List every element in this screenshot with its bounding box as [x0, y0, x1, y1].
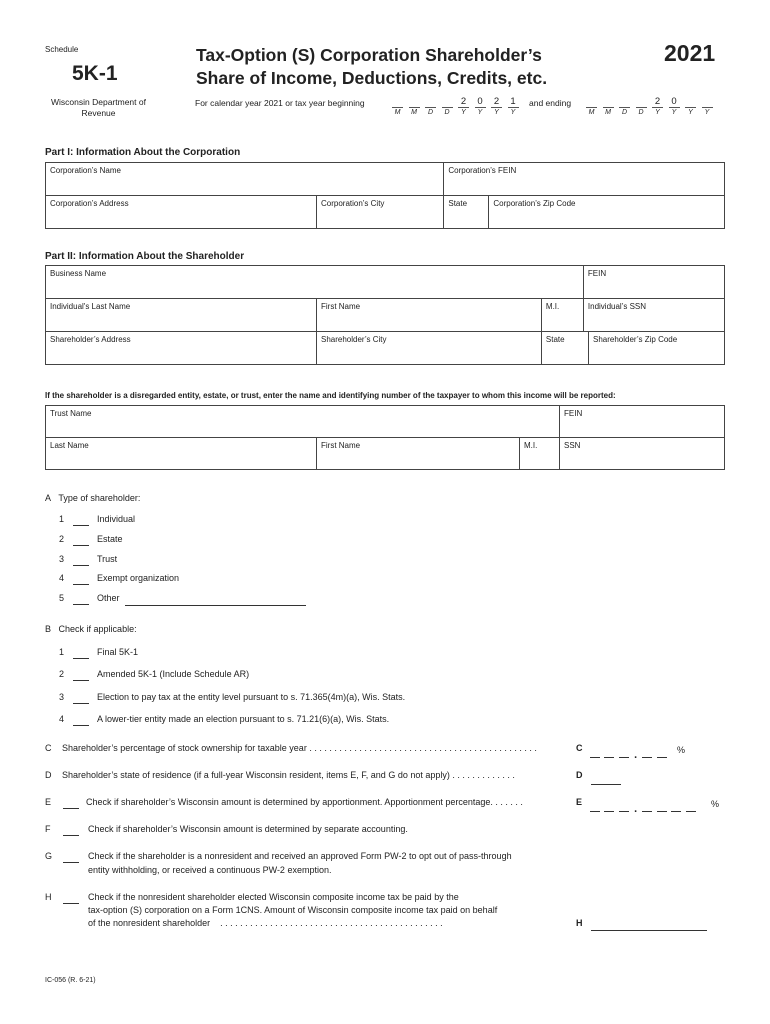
- begin-date-digit: [425, 96, 436, 108]
- applicable-option-number: 1: [59, 647, 65, 657]
- begin-date-format-label: Y: [494, 109, 499, 116]
- begin-date-format-label: Y: [477, 109, 483, 116]
- trust-first-name-field[interactable]: [317, 438, 520, 470]
- line-h-checkbox[interactable]: [63, 893, 79, 904]
- ssn-field[interactable]: [583, 299, 724, 332]
- corp-state-field[interactable]: [444, 196, 489, 229]
- other-description-field[interactable]: [125, 594, 306, 606]
- shareholder-type-option-checkbox[interactable]: [73, 555, 89, 566]
- line-e-label: Check if shareholder’s Wisconsin amount is determined by apportionment. Apportionment percentage.: [86, 797, 493, 807]
- trust-mi-label: M.I.: [524, 441, 538, 450]
- part1-heading: Part I: Information About the Corporation: [45, 147, 241, 158]
- begin-date-format-label: D: [427, 109, 434, 116]
- begin-date-slot[interactable]: [392, 96, 403, 117]
- form-number: 5K-1: [72, 62, 118, 85]
- begin-date-slot[interactable]: [458, 96, 469, 117]
- mi-label: M.I.: [545, 302, 560, 311]
- form-title-line-1: Tax-Option (S) Corporation Shareholder’s: [196, 45, 542, 65]
- line-c-label: Shareholder’s percentage of stock ownership for taxable year: [62, 743, 307, 753]
- begin-date-digit: [442, 96, 453, 108]
- disregarded-entity-table: [45, 405, 725, 470]
- line-e-percentage-field[interactable]: .: [590, 799, 708, 811]
- line-f-letter: F: [45, 824, 51, 834]
- zip-field[interactable]: [589, 332, 725, 365]
- trust-first-name-label: First Name: [321, 441, 361, 450]
- line-g-text-2: entity withholding, or received a continuous PW-2 exemption.: [88, 865, 332, 875]
- address-field[interactable]: [46, 332, 317, 365]
- begin-date-digit: [409, 96, 420, 108]
- shareholder-type-option-number: 5: [59, 593, 65, 604]
- line-f-checkbox[interactable]: [63, 825, 79, 836]
- fein-label: FEIN: [587, 269, 607, 278]
- applicable-option-checkbox[interactable]: [73, 693, 89, 704]
- zip-label: Shareholder’s Zip Code: [593, 335, 678, 344]
- trust-ssn-field[interactable]: [560, 438, 725, 470]
- end-date-digit: [619, 96, 630, 108]
- trust-name-field[interactable]: [46, 406, 560, 438]
- last-name-label: Individual's Last Name: [50, 302, 131, 311]
- begin-date-slot[interactable]: [425, 96, 436, 117]
- shareholder-type-option-label: Estate: [97, 533, 123, 544]
- section-b-label: Check if applicable:: [58, 624, 137, 634]
- applicable-option-checkbox[interactable]: [73, 648, 89, 659]
- line-d-ref: D: [576, 770, 583, 780]
- end-date-digit: [636, 96, 647, 108]
- end-date-format-label: M: [588, 109, 595, 116]
- section-b-heading: [45, 624, 137, 634]
- line-e-letter: E: [45, 797, 52, 807]
- section-a-heading: [45, 493, 140, 503]
- shareholder-type-option-number: 2: [59, 533, 65, 544]
- line-c-text: Shareholder’s percentage of stock ownership for taxable year . . . . . . . . . . . . . . . . . . . . . . . . . . . . . . . . . . . . . . . . . . . . . .: [62, 743, 537, 753]
- applicable-option-number: 4: [59, 713, 65, 724]
- begin-date-digit: 0: [475, 96, 486, 108]
- tax-year: 2021: [664, 40, 716, 66]
- corp-city-field[interactable]: [317, 196, 444, 229]
- form-title: [196, 44, 547, 90]
- line-c-ref: C: [576, 743, 583, 753]
- begin-date-digit: 1: [508, 96, 519, 108]
- line-e-ref: E: [576, 797, 583, 807]
- line-h-text-3: of the nonresident shareholder . . . . . . . . . . . . . . . . . . . . . . . . . . . . . . . . . . . . . . . . . . . . .: [88, 918, 443, 928]
- end-date-format-label: M: [605, 109, 611, 116]
- form-title-line-2: Share of Income, Deductions, Credits, etc.: [196, 68, 548, 88]
- shareholder-type-option-checkbox[interactable]: [73, 574, 89, 585]
- begin-date-digit: 2: [458, 96, 469, 108]
- begin-date-slot[interactable]: [442, 96, 453, 117]
- end-date-slot[interactable]: [603, 96, 614, 117]
- business-name-field[interactable]: [46, 266, 584, 299]
- line-d-label: Shareholder’s state of residence (if a full-year Wisconsin resident, items E, F, and G do not apply): [62, 770, 450, 780]
- begin-date-digit: 2: [491, 96, 502, 108]
- trust-last-name-label: Last Name: [50, 441, 89, 450]
- corp-address-label: Corporation’s Address: [50, 199, 129, 208]
- end-date-slot[interactable]: [652, 96, 663, 117]
- end-date-digit: 0: [669, 96, 680, 108]
- line-h-label: of the nonresident shareholder: [88, 918, 211, 928]
- line-h-ref: H: [576, 918, 583, 928]
- line-e-checkbox[interactable]: [63, 798, 79, 809]
- shareholder-info-table: [45, 265, 725, 365]
- trust-name-label: Trust Name: [50, 409, 92, 418]
- applicable-option-label: Election to pay tax at the entity level pursuant to s. 71.365(4m)(a), Wis. Stats.: [97, 691, 406, 702]
- corp-fein-label: Corporation’s FEIN: [448, 166, 517, 175]
- line-g-letter: G: [45, 851, 53, 861]
- city-field[interactable]: [317, 332, 542, 365]
- section-a-letter: A: [45, 493, 52, 503]
- line-g-text-1: Check if the shareholder is a nonresident and received an approved Form PW-2 to opt out of pass-through: [88, 851, 512, 861]
- begin-date-format-label: M: [394, 109, 401, 116]
- end-date-digit: [702, 96, 713, 108]
- mi-field[interactable]: [541, 299, 583, 332]
- trust-ssn-label: SSN: [564, 441, 581, 450]
- address-label: Shareholder’s Address: [50, 335, 131, 344]
- end-date-format-label: D: [621, 109, 628, 116]
- business-name-label: Business Name: [50, 269, 107, 278]
- applicable-option-label: Amended 5K-1 (Include Schedule AR): [97, 669, 250, 680]
- trust-fein-label: FEIN: [564, 409, 583, 418]
- begin-date-field[interactable]: [392, 96, 522, 120]
- first-name-label: First Name: [321, 302, 361, 311]
- line-h-text-2: tax-option (S) corporation on a Form 1CNS. Amount of Wisconsin composite income tax paid on behalf: [88, 905, 498, 915]
- line-h-letter: H: [45, 892, 52, 902]
- section-a-label: Type of shareholder:: [58, 493, 141, 503]
- end-date-format-label: Y: [688, 109, 693, 116]
- shareholder-type-option-number: 3: [59, 553, 65, 564]
- applicable-option-number: 3: [59, 691, 65, 702]
- begin-date-format-label: Y: [510, 109, 516, 116]
- applicable-option-label: Final 5K-1: [97, 647, 139, 657]
- ssn-label: Individual’s SSN: [587, 302, 647, 311]
- begin-date-slot[interactable]: [409, 96, 420, 117]
- end-date-digit: 2: [652, 96, 663, 108]
- shareholder-type-option-label: Other: [97, 593, 120, 604]
- applicable-option-checkbox[interactable]: [73, 670, 89, 681]
- line-g-checkbox[interactable]: [63, 852, 79, 863]
- end-date-slot[interactable]: [636, 96, 647, 117]
- shareholder-type-option-checkbox[interactable]: [73, 535, 89, 546]
- applicable-option-label: A lower-tier entity made an election pursuant to s. 71.21(6)(a), Wis. Stats.: [97, 713, 390, 724]
- shareholder-type-option-label: Individual: [97, 514, 136, 524]
- corp-zip-field[interactable]: [489, 196, 725, 229]
- corp-state-label: State: [448, 199, 468, 208]
- begin-date-slot[interactable]: [508, 96, 519, 117]
- shareholder-type-option-label: Trust: [97, 553, 118, 564]
- end-date-format-label: Y: [671, 109, 677, 116]
- end-date-digit: [603, 96, 614, 108]
- applicable-option-checkbox[interactable]: [73, 715, 89, 726]
- schedule-label: Schedule: [45, 45, 79, 54]
- trust-last-name-field[interactable]: [46, 438, 317, 470]
- section-b-letter: B: [45, 624, 52, 634]
- corp-city-label: Corporation’s City: [321, 199, 385, 208]
- shareholder-type-option-checkbox[interactable]: [73, 515, 89, 526]
- calendar-year-text: For calendar year 2021 or tax year beginning: [195, 98, 365, 108]
- begin-date-format-label: D: [444, 109, 450, 116]
- department-name: Wisconsin Department of Revenue: [51, 97, 146, 118]
- line-d-state-field[interactable]: [591, 772, 621, 785]
- line-c-percent-sign: %: [677, 745, 686, 755]
- line-h-amount-field[interactable]: [591, 918, 707, 931]
- last-name-field[interactable]: [46, 299, 317, 332]
- begin-date-slot[interactable]: [491, 96, 502, 117]
- shareholder-type-option-number: 1: [59, 514, 65, 524]
- corp-address-field[interactable]: [46, 196, 317, 229]
- line-f-text: Check if shareholder’s Wisconsin amount is determined by separate accounting.: [88, 824, 408, 834]
- trust-fein-field[interactable]: [560, 406, 725, 438]
- corp-zip-label: Corporation’s Zip Code: [493, 199, 576, 208]
- corporation-info-table: [45, 162, 725, 229]
- end-date-format-label: Y: [655, 109, 660, 116]
- applicable-option-number: 2: [59, 669, 65, 680]
- ending-text: and ending: [529, 98, 572, 108]
- line-d-text: Shareholder’s state of residence (if a full-year Wisconsin resident, items E, F, and G do not apply) . . . . . . . . . . . . .: [62, 770, 515, 780]
- form-code: IC-056 (R. 6-21): [45, 977, 96, 984]
- line-e-text: Check if shareholder’s Wisconsin amount is determined by apportionment. Apportionment percentage. . . . . . .: [86, 797, 523, 807]
- line-h-text-1: Check if the nonresident shareholder elected Wisconsin composite income tax be paid by the: [88, 892, 459, 902]
- trust-mi-field[interactable]: [520, 438, 560, 470]
- state-field[interactable]: [541, 332, 588, 365]
- first-name-field[interactable]: [317, 299, 542, 332]
- corp-fein-field[interactable]: [444, 163, 725, 196]
- begin-date-format-label: Y: [461, 109, 466, 116]
- corp-name-label: Corporation’s Name: [50, 166, 121, 175]
- corp-name-field[interactable]: [46, 163, 444, 196]
- shareholder-type-option-number: 4: [59, 573, 65, 584]
- shareholder-type-option-label: Exempt organization: [97, 573, 180, 584]
- begin-date-format-label: M: [411, 109, 417, 116]
- end-date-slot[interactable]: [669, 96, 680, 117]
- begin-date-digit: [392, 96, 403, 108]
- end-date-digit: [685, 96, 696, 108]
- line-d-letter: D: [45, 770, 52, 780]
- shareholder-type-option-checkbox[interactable]: [73, 594, 89, 605]
- end-date-digit: [586, 96, 597, 108]
- end-date-slot[interactable]: [702, 96, 713, 117]
- fein-field[interactable]: [583, 266, 724, 299]
- end-date-slot[interactable]: [619, 96, 630, 117]
- end-date-format-label: D: [638, 109, 644, 116]
- end-date-format-label: Y: [704, 109, 710, 116]
- end-date-slot[interactable]: [685, 96, 696, 117]
- begin-date-slot[interactable]: [475, 96, 486, 117]
- city-label: Shareholder’s City: [321, 335, 387, 344]
- line-c-percentage-field[interactable]: .: [590, 745, 676, 757]
- end-date-field[interactable]: [586, 96, 716, 120]
- line-c-letter: C: [45, 743, 52, 753]
- line-e-percent-sign: %: [711, 799, 720, 809]
- part2-heading: Part II: Information About the Shareholder: [45, 251, 245, 262]
- end-date-slot[interactable]: [586, 96, 597, 117]
- disregarded-entity-note: If the shareholder is a disregarded entity, estate, or trust, enter the name and identifying number of the taxpayer to whom this income will be reported:: [45, 391, 616, 400]
- state-label: State: [545, 335, 565, 344]
